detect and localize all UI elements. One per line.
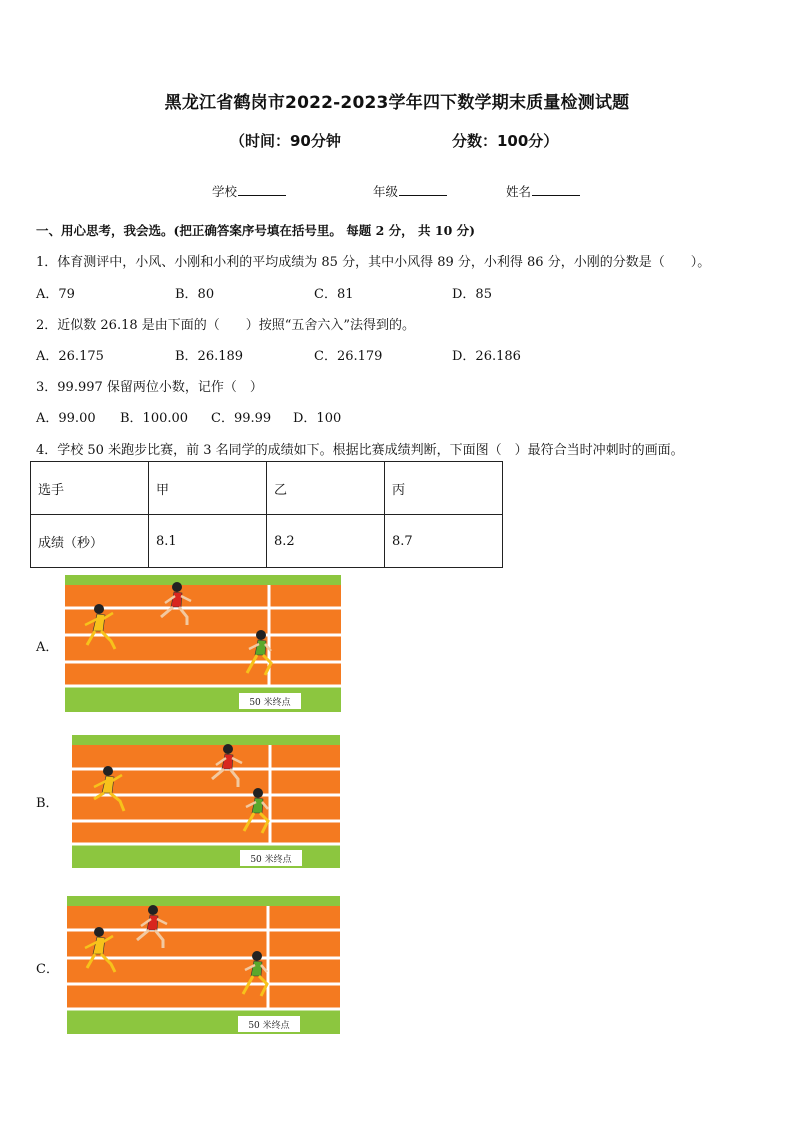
question-1-stem: 1．体育测评中，小风、小刚和小利的平均成绩为 85 分，其中小风得 89 分，小利得 86 分，小刚的分数是（ ）。 [36, 255, 711, 270]
table-cell: 8.7 [385, 515, 503, 568]
section-heading: 一、用心思考，我会选。(把正确答案序号填在括号里。 每题 2 分， 共 10 分) [36, 223, 476, 238]
name-blank[interactable] [532, 183, 580, 196]
results-table [30, 461, 503, 568]
table-cell: 成绩（秒） [31, 515, 149, 568]
table-cell: 乙 [267, 462, 385, 515]
question-4-stem: 4．学校 50 米跑步比赛，前 3 名同学的成绩如下。根据比赛成绩判断，下面图（ ）最符合当时冲刺时的画面。 [36, 443, 684, 458]
table-row [31, 462, 503, 515]
grade-blank[interactable] [399, 183, 447, 196]
school-label: 学校 [212, 184, 238, 199]
grade-label: 年级 [373, 184, 399, 199]
question-1-option-a[interactable]: A．79 [36, 287, 75, 302]
question-3-stem: 3．99.997 保留两位小数，记作（ ） [36, 380, 263, 395]
question-3-option-d[interactable]: D．100 [293, 411, 342, 426]
race-picture-a[interactable] [65, 575, 341, 712]
question-2-option-d[interactable]: D．26.186 [452, 349, 521, 364]
question-3-option-b[interactable]: B．100.00 [120, 411, 189, 426]
table-cell: 8.2 [267, 515, 385, 568]
exam-score: 分数：100分） [452, 132, 559, 150]
name-field [506, 182, 580, 200]
table-cell: 甲 [149, 462, 267, 515]
question-2-option-b[interactable]: B．26.189 [175, 349, 244, 364]
page-title: 黑龙江省鹤岗市2022-2023学年四下数学期末质量检测试题 [164, 93, 630, 113]
question-3-option-c[interactable]: C．99.99 [211, 411, 272, 426]
finish-label-a: 50 米终点 [249, 698, 291, 708]
picture-b-letter[interactable]: B． [36, 796, 59, 811]
school-field [212, 182, 286, 200]
exam-time: （时间：90分钟 [230, 132, 341, 150]
question-1-option-b[interactable]: B．80 [175, 287, 215, 302]
question-2-stem: 2．近似数 26.18 是由下面的（ ）按照“五舍六入”法得到的。 [36, 318, 416, 333]
question-1-option-d[interactable]: D．85 [452, 287, 492, 302]
picture-c-letter[interactable]: C． [36, 962, 59, 977]
school-blank[interactable] [238, 183, 286, 196]
table-cell: 丙 [385, 462, 503, 515]
table-row [31, 515, 503, 568]
name-label: 姓名 [506, 184, 532, 199]
table-cell: 选手 [31, 462, 149, 515]
picture-a-letter[interactable]: A． [36, 640, 59, 655]
table-cell: 8.1 [149, 515, 267, 568]
race-picture-c[interactable] [67, 896, 340, 1034]
grade-field [373, 182, 447, 200]
question-2-option-c[interactable]: C．26.179 [314, 349, 383, 364]
finish-label-b: 50 米终点 [250, 855, 292, 865]
finish-label-c: 50 米终点 [248, 1021, 290, 1031]
question-3-option-a[interactable]: A．99.00 [36, 411, 96, 426]
question-1-option-c[interactable]: C．81 [314, 287, 354, 302]
race-picture-b[interactable] [72, 735, 340, 868]
question-2-option-a[interactable]: A．26.175 [36, 349, 104, 364]
